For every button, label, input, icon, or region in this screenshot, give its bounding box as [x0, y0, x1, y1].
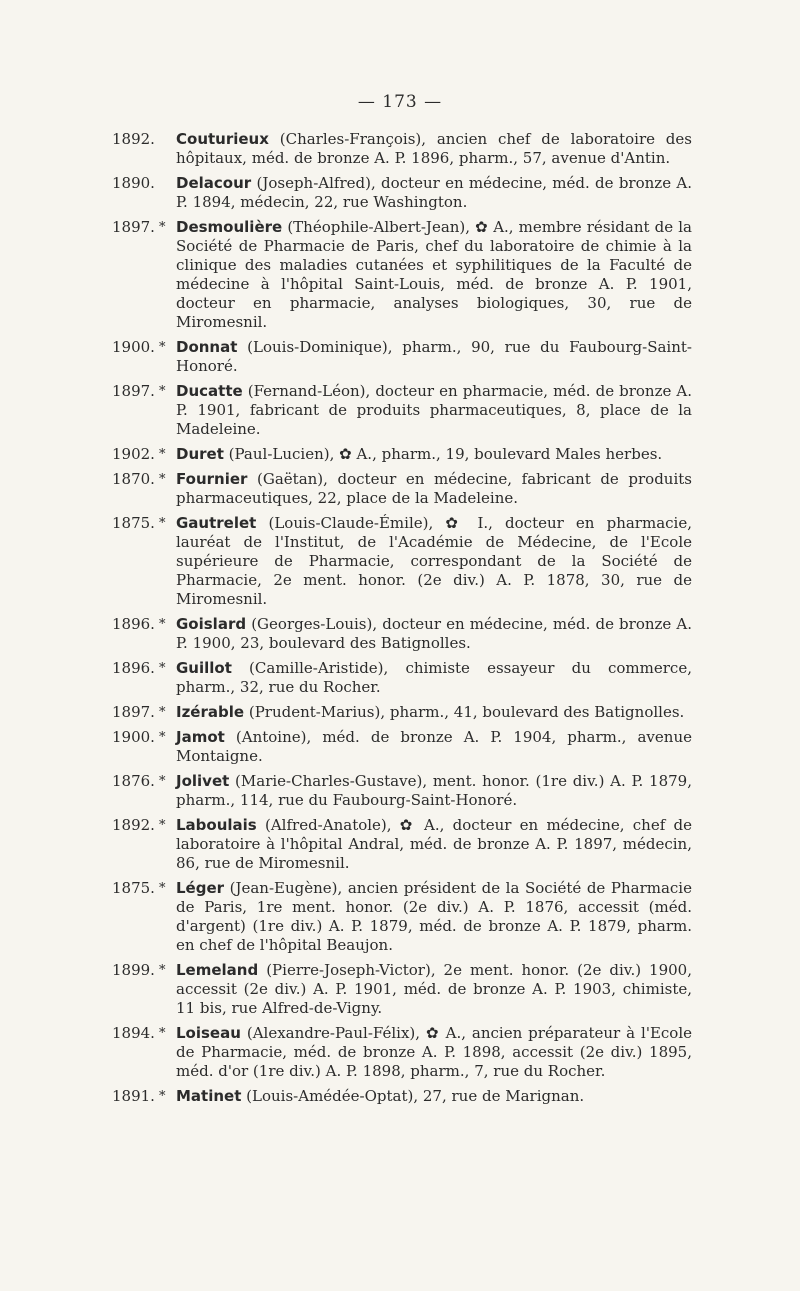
entry-name: Ducatte [176, 382, 243, 400]
entry-year: 1875. [112, 879, 155, 897]
entry-details: (Camille-Aristide), chimiste essayeur du commerce, pharm., 32, rue du Rocher. [176, 659, 692, 696]
entry-asterisk: * [159, 661, 166, 676]
entry-year: 1899. [112, 961, 155, 979]
member-entry [112, 470, 692, 508]
entry-name: Matinet [176, 1087, 242, 1105]
entry-name: Jolivet [176, 772, 230, 790]
member-entry [112, 1087, 692, 1106]
member-entry [112, 816, 692, 873]
entry-name: Léger [176, 879, 225, 897]
entry-details: (Gaëtan), docteur en médecine, fabricant de produits pharmaceutiques, 22, place de la Madeleine. [176, 470, 692, 507]
entry-year: 1875. [112, 514, 155, 532]
entry-name: Duret [176, 445, 224, 463]
entry-details: (Théophile-Albert-Jean), ✿ A., membre résidant de la Société de Pharmacie de Paris, chef du laboratoire de chimie à la clinique des maladies cutanées et syphilitiques de la Faculté de médecine à l'hôpital Saint-Louis, méd. de bronze A. P. 1901, docteur en pharmacie, analyses biologiques, 30, rue de Miromesnil. [176, 218, 692, 331]
entry-name: Izérable [176, 703, 245, 721]
entry-name: Donnat [176, 338, 238, 356]
member-entry [112, 728, 692, 766]
entry-details: (Prudent-Marius), pharm., 41, boulevard des Batignolles. [248, 703, 685, 721]
entry-details: (Antoine), méd. de bronze A. P. 1904, pharm., avenue Montaigne. [176, 728, 692, 765]
entry-name: Laboulais [176, 816, 257, 834]
member-entry [112, 445, 692, 464]
entry-asterisk: * [159, 730, 166, 745]
member-entry [112, 615, 692, 653]
entry-asterisk: * [159, 1089, 166, 1104]
entry-year: 1876. [112, 772, 155, 790]
entry-details: (Alfred-Anatole), ✿ A., docteur en médecine, chef de laboratoire à l'hôpital Andral, méd. de bronze A. P. 1897, médecin, 86, rue de Miromesnil. [176, 816, 692, 872]
entry-year: 1870. [112, 470, 155, 488]
entry-year: 1900. [112, 728, 155, 746]
entry-details: (Alexandre-Paul-Félix), ✿ A., ancien préparateur à l'Ecole de Pharmacie, méd. de bronze A. P. 1898, accessit (2e div.) 1895, méd. d'or (1re div.) A. P. 1898, pharm., 7, rue du Rocher. [176, 1024, 692, 1080]
entry-year: 1892. [112, 816, 155, 834]
entry-name: Loiseau [176, 1024, 241, 1042]
entry-year: 1897. [112, 703, 155, 721]
entry-year: 1897. [112, 218, 155, 236]
entry-name: Fournier [176, 470, 248, 488]
member-entry [112, 703, 692, 722]
entry-details: (Louis-Claude-Émile), ✿ I., docteur en pharmacie, lauréat de l'Institut, de l'Académie de Médecine, de l'Ecole supérieure de Pharmacie, correspondant de la Société de Pharmacie, 2e ment. honor. (2e div.) A. P. 1878, 30, rue de Miromesnil. [176, 514, 692, 608]
member-entry [112, 218, 692, 332]
entry-asterisk: * [159, 472, 166, 487]
entry-year: 1897. [112, 382, 155, 400]
entry-year: 1894. [112, 1024, 155, 1042]
entry-details: (Charles-François), ancien chef de laboratoire des hôpitaux, méd. de bronze A. P. 1896, pharm., 57, avenue d'Antin. [176, 130, 692, 167]
entry-year: 1902. [112, 445, 155, 463]
member-entry [112, 961, 692, 1018]
entry-asterisk: * [159, 340, 166, 355]
entry-asterisk: * [159, 220, 166, 235]
page-number: — 173 — [357, 92, 443, 112]
member-entry [112, 338, 692, 376]
entry-details: (Joseph-Alfred), docteur en médecine, méd. de bronze A. P. 1894, médecin, 22, rue Washington. [176, 174, 692, 211]
member-entry [112, 382, 692, 439]
entry-year: 1896. [112, 659, 155, 677]
member-entry [112, 772, 692, 810]
entry-name: Gautrelet [176, 514, 257, 532]
entry-details: (Jean-Eugène), ancien président de la Société de Pharmacie de Paris, 1re ment. honor. (2e div.) A. P. 1876, accessit (méd. d'argent) (1re div.) A. P. 1879, méd. de bronze A. P. 1879, pharm. en chef de l'hôpital Beaujon. [176, 879, 692, 954]
entry-name: Guillot [176, 659, 232, 677]
entry-name: Delacour [176, 174, 252, 192]
entry-year: 1896. [112, 615, 155, 633]
entry-name: Lemeland [176, 961, 259, 979]
entry-asterisk: * [159, 617, 166, 632]
member-list [112, 130, 692, 1112]
entry-name: Desmoulière [176, 218, 283, 236]
entry-asterisk: * [159, 774, 166, 789]
entry-name: Jamot [176, 728, 225, 746]
entry-asterisk: * [159, 818, 166, 833]
entry-details: (Marie-Charles-Gustave), ment. honor. (1re div.) A. P. 1879, pharm., 114, rue du Faubourg-Saint-Honoré. [176, 772, 692, 809]
entry-name: Couturieux [176, 130, 269, 148]
entry-details: (Pierre-Joseph-Victor), 2e ment. honor. (2e div.) 1900, accessit (2e div.) A. P. 1901, méd. de bronze A. P. 1903, chimiste, 11 bis, rue Alfred-de-Vigny. [176, 961, 692, 1017]
entry-asterisk: * [159, 881, 166, 896]
member-entry [112, 514, 692, 609]
member-entry [112, 879, 692, 955]
member-entry [112, 130, 692, 168]
member-entry [112, 659, 692, 697]
entry-asterisk: * [159, 963, 166, 978]
entry-details: (Louis-Dominique), pharm., 90, rue du Faubourg-Saint-Honoré. [176, 338, 692, 375]
entry-year: 1891. [112, 1087, 155, 1105]
entry-details: (Georges-Louis), docteur en médecine, méd. de bronze A. P. 1900, 23, boulevard des Batignolles. [176, 615, 692, 652]
entry-details: (Paul-Lucien), ✿ A., pharm., 19, boulevard Males herbes. [228, 445, 663, 463]
entry-year: 1890. [112, 174, 155, 192]
entry-name: Goislard [176, 615, 247, 633]
entry-asterisk: * [159, 1026, 166, 1041]
entry-asterisk: * [159, 384, 166, 399]
entry-details: (Fernand-Léon), docteur en pharmacie, méd. de bronze A. P. 1901, fabricant de produits pharmaceutiques, 8, place de la Madeleine. [176, 382, 692, 438]
member-entry [112, 174, 692, 212]
entry-year: 1892. [112, 130, 155, 148]
entry-details: (Louis-Amédée-Optat), 27, rue de Marignan. [246, 1087, 585, 1105]
entry-year: 1900. [112, 338, 155, 356]
entry-asterisk: * [159, 447, 166, 462]
entry-asterisk: * [159, 705, 166, 720]
entry-asterisk: * [159, 516, 166, 531]
member-entry [112, 1024, 692, 1081]
